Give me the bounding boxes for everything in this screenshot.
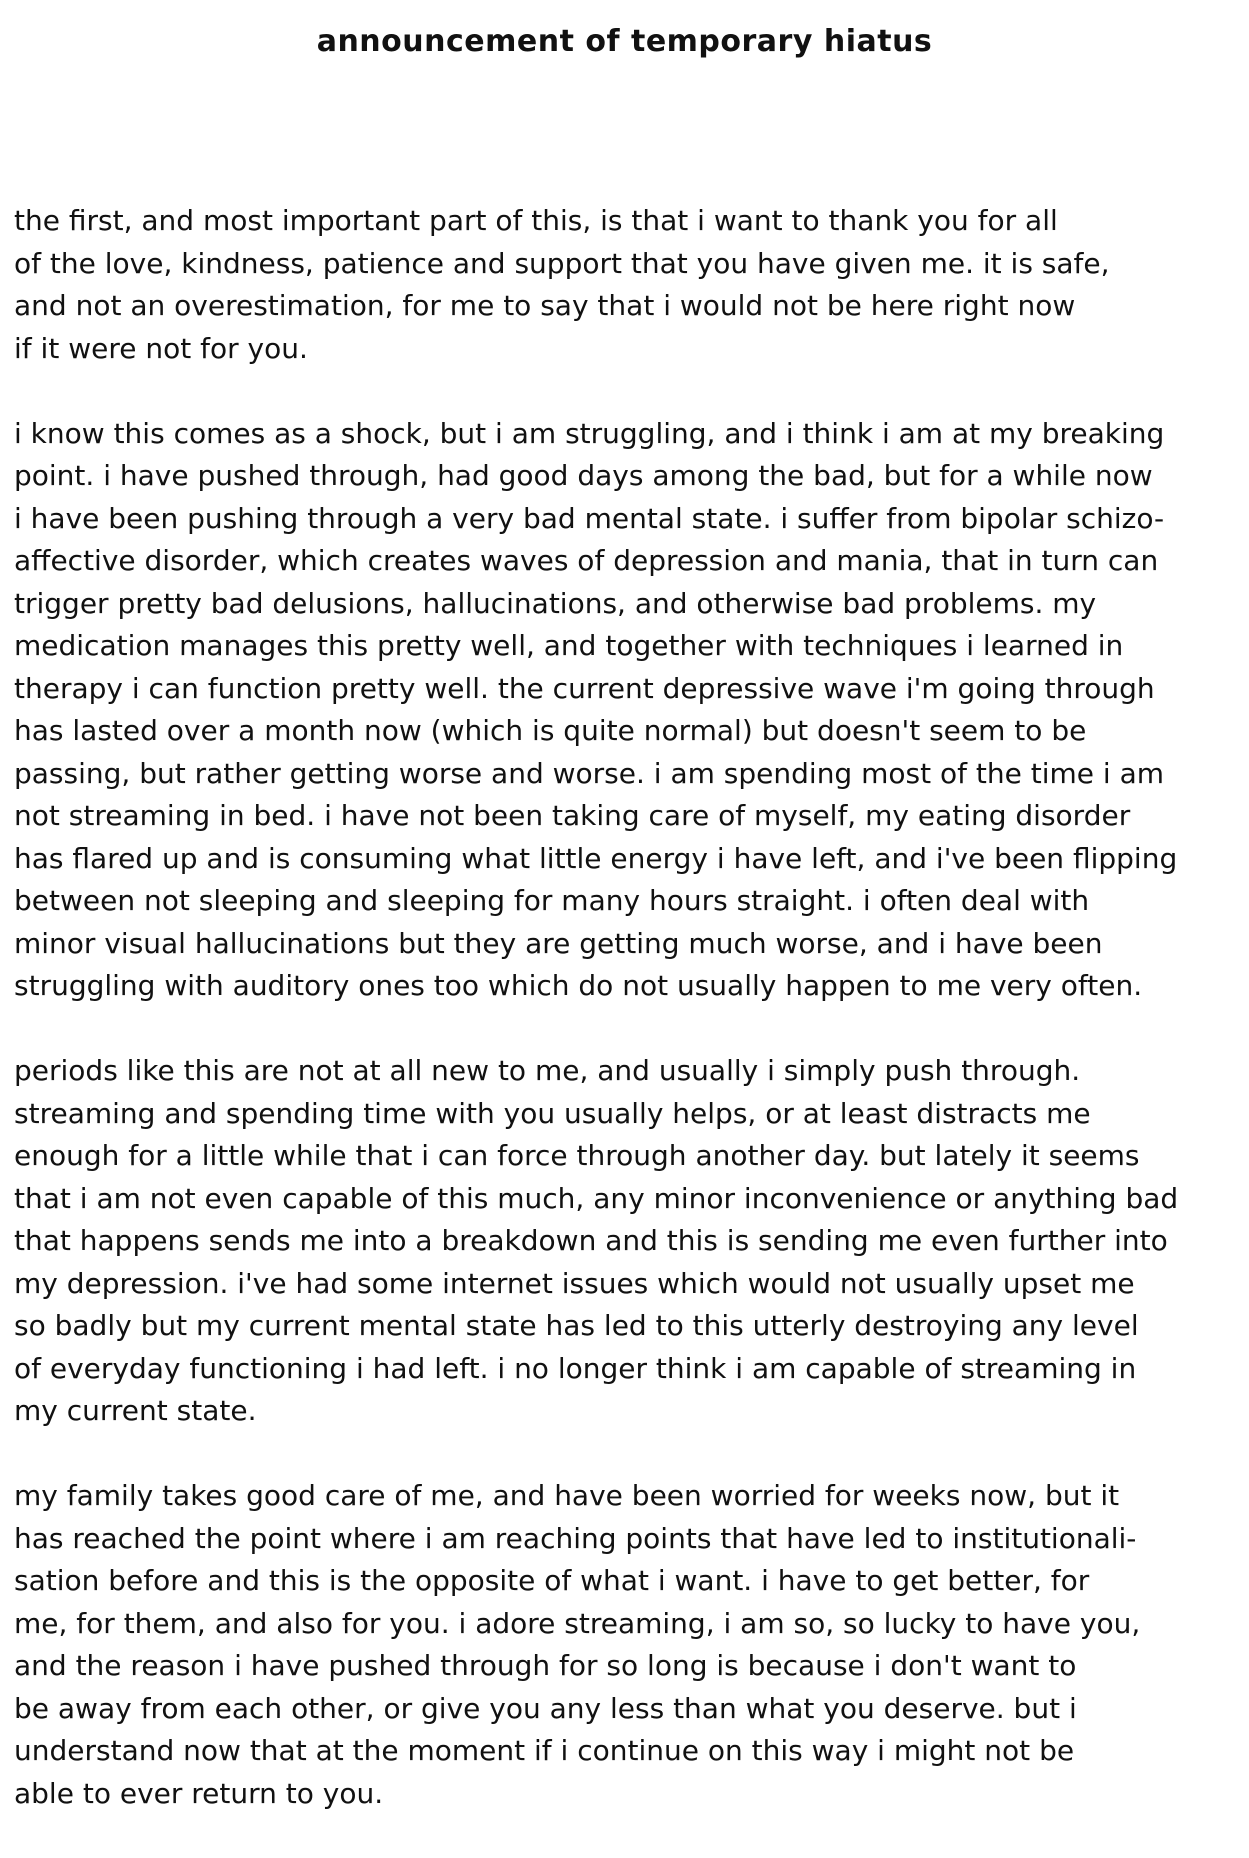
paragraph-1: [14, 200, 1239, 370]
text-line: i know this comes as a shock, but i am struggling, and i think i am at my breaking: [14, 416, 1165, 450]
text-line: able to ever return to you.: [14, 1776, 384, 1810]
text-line: has flared up and is consuming what little energy i have left, and i've been flipping: [14, 841, 1178, 875]
text-line: be away from each other, or give you any less than what you deserve. but i: [14, 1691, 1077, 1725]
text-line: enough for a little while that i can force through another day. but lately it seems: [14, 1139, 1140, 1172]
text-line: if it were not for you.: [14, 331, 308, 365]
text-line: and the reason i have pushed through for so long is because i don't want to: [14, 1649, 1077, 1682]
text-line: my family takes good care of me, and have been worried for weeks now, but it: [14, 1479, 1120, 1512]
text-line: so badly but my current mental state has led to this utterly destroying any level: [14, 1309, 1139, 1342]
text-line: of everyday functioning i had left. i no longer think i am capable of streaming in: [14, 1351, 1137, 1385]
text-line: sation before and this is the opposite of what i want. i have to get better, for: [14, 1564, 1090, 1597]
paragraph-2: [14, 413, 1239, 1008]
text-line: my current state.: [14, 1394, 257, 1427]
text-line: therapy i can function pretty well. the current depressive wave i'm going through: [14, 671, 1155, 705]
text-line: that happens sends me into a breakdown and this is sending me even further into: [14, 1224, 1168, 1257]
text-line: passing, but rather getting worse and worse. i am spending most of the time i am: [14, 756, 1164, 790]
text-line: periods like this are not at all new to me, and usually i simply push through.: [14, 1054, 1081, 1087]
text-line: trigger pretty bad delusions, hallucinations, and otherwise bad problems. my: [14, 586, 1097, 620]
text-line: the first, and most important part of this, is that i want to thank you for all: [14, 204, 1058, 237]
page-title: announcement of temporary hiatus: [316, 24, 933, 59]
text-line: me, for them, and also for you. i adore streaming, i am so, so lucky to have you,: [14, 1606, 1141, 1640]
paragraph-3: [14, 1050, 1239, 1433]
text-line: struggling with auditory ones too which do not usually happen to me very often.: [14, 969, 1143, 1002]
text-line: not streaming in bed. i have not been taking care of myself, my eating disorder: [14, 799, 1131, 832]
text-line: of the love, kindness, patience and support that you have given me. it is safe,: [14, 246, 1110, 280]
text-line: and not an overestimation, for me to say that i would not be here right now: [14, 289, 1076, 322]
text-line: that i am not even capable of this much, any minor inconvenience or anything bad: [14, 1181, 1179, 1215]
text-line: understand now that at the moment if i continue on this way i might not be: [14, 1734, 1075, 1767]
text-line: affective disorder, which creates waves of depression and mania, that in turn can: [14, 544, 1159, 577]
text-line: minor visual hallucinations but they are getting much worse, and i have been: [14, 926, 1103, 960]
text-line: medication manages this pretty well, and together with techniques i learned in: [14, 629, 1124, 662]
announcement-body: [14, 200, 1239, 1858]
text-line: my depression. i've had some internet issues which would not usually upset me: [14, 1266, 1135, 1300]
text-line: streaming and spending time with you usually helps, or at least distracts me: [14, 1096, 1091, 1130]
text-line: has lasted over a month now (which is quite normal) but doesn't seem to be: [14, 714, 1087, 747]
text-line: point. i have pushed through, had good days among the bad, but for a while now: [14, 459, 1153, 492]
text-line: i have been pushing through a very bad mental state. i suffer from bipolar schizo-: [14, 501, 1165, 535]
text-line: between not sleeping and sleeping for many hours straight. i often deal with: [14, 884, 1090, 917]
text-line: has reached the point where i am reaching points that have led to institutionali-: [14, 1521, 1137, 1555]
paragraph-4: [14, 1475, 1239, 1815]
